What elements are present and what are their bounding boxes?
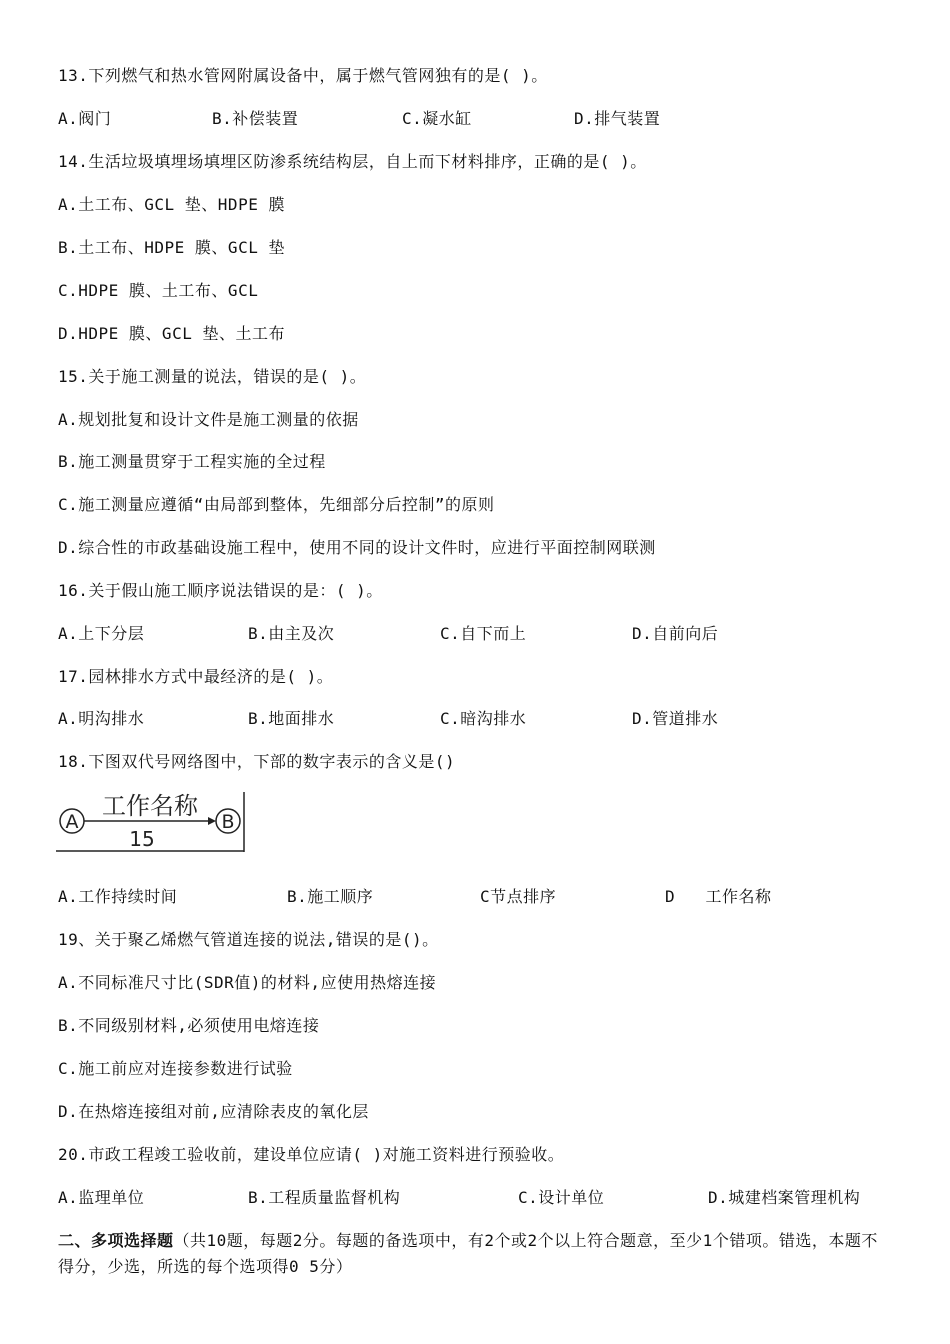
q19-option-d: D.在热熔连接组对前,应清除表皮的氧化层: [58, 1102, 369, 1121]
q18-option-c: C节点排序: [480, 887, 557, 906]
q17-option-d: D.管道排水: [632, 709, 719, 728]
network-diagram: [56, 790, 248, 854]
question-15-stem: 15.关于施工测量的说法，错误的是( )。: [58, 367, 367, 386]
q19-option-a: A.不同标准尺寸比(SDR值)的材料,应使用热熔连接: [58, 973, 437, 992]
q16-option-a: A.上下分层: [58, 624, 145, 643]
question-13-stem: 13.下列燃气和热水管网附属设备中，属于燃气管网独有的是( )。: [58, 66, 548, 85]
q13-option-d: D.排气装置: [574, 109, 661, 128]
q20-option-c: C.设计单位: [518, 1188, 605, 1207]
section-2-description: （共10题，每题2分。每题的备选项中，有2个或2个以上符合题意，至少1个错项。错选，本题不得分，少选，所选的每个选项得0 5分）: [58, 1231, 878, 1276]
q20-option-b: B.工程质量监督机构: [248, 1188, 401, 1207]
q15-option-a: A.规划批复和设计文件是施工测量的依据: [58, 410, 359, 429]
section-2-header: [58, 1228, 888, 1280]
q19-option-c: C.施工前应对连接参数进行试验: [58, 1059, 293, 1078]
start-node-label: A: [65, 811, 79, 833]
work-name-label: 工作名称: [102, 792, 198, 820]
q15-option-c: C.施工测量应遵循“由局部到整体，先细部分后控制”的原则: [58, 495, 495, 514]
q17-option-b: B.地面排水: [248, 709, 335, 728]
question-19-stem: 19、关于聚乙烯燃气管道连接的说法,错误的是()。: [58, 930, 439, 949]
q14-option-d: D.HDPE 膜、GCL 垫、土工布: [58, 324, 285, 343]
q17-option-a: A.明沟排水: [58, 709, 145, 728]
q15-option-d: D.综合性的市政基础设施工程中，使用不同的设计文件时，应进行平面控制网联测: [58, 538, 656, 557]
q20-option-a: A.监理单位: [58, 1188, 145, 1207]
q18-option-a: A.工作持续时间: [58, 887, 178, 906]
q20-option-d: D.城建档案管理机构: [708, 1188, 861, 1207]
arrow-head: [208, 817, 216, 825]
q14-option-a: A.土工布、GCL 垫、HDPE 膜: [58, 195, 285, 214]
q16-option-d: D.自前向后: [632, 624, 719, 643]
q14-option-b: B.土工布、HDPE 膜、GCL 垫: [58, 238, 285, 257]
q16-option-c: C.自下而上: [440, 624, 527, 643]
q13-option-c: C.凝水缸: [402, 109, 472, 128]
question-20-stem: 20.市政工程竣工验收前，建设单位应请( )对施工资料进行预验收。: [58, 1145, 565, 1164]
section-2-title: 二、多项选择题: [58, 1231, 174, 1250]
q16-option-b: B.由主及次: [248, 624, 335, 643]
q13-option-b: B.补偿装置: [212, 109, 299, 128]
q14-option-c: C.HDPE 膜、土工布、GCL: [58, 281, 259, 300]
q18-option-b: B.施工顺序: [287, 887, 374, 906]
question-17-stem: 17.园林排水方式中最经济的是( )。: [58, 667, 334, 686]
q18-option-d: D 工作名称: [665, 887, 772, 906]
q17-option-c: C.暗沟排水: [440, 709, 527, 728]
q19-option-b: B.不同级别材料,必须使用电熔连接: [58, 1016, 320, 1035]
question-18-stem: 18.下图双代号网络图中，下部的数字表示的含义是(): [58, 752, 456, 771]
q15-option-b: B.施工测量贯穿于工程实施的全过程: [58, 452, 326, 471]
duration-label: 15: [129, 827, 155, 851]
q13-option-a: A.阀门: [58, 109, 112, 128]
question-14-stem: 14.生活垃圾填埋场填埋区防渗系统结构层，自上而下材料排序，正确的是( )。: [58, 152, 647, 171]
end-node-label: B: [221, 811, 235, 833]
question-16-stem: 16.关于假山施工顺序说法错误的是：( )。: [58, 581, 383, 600]
